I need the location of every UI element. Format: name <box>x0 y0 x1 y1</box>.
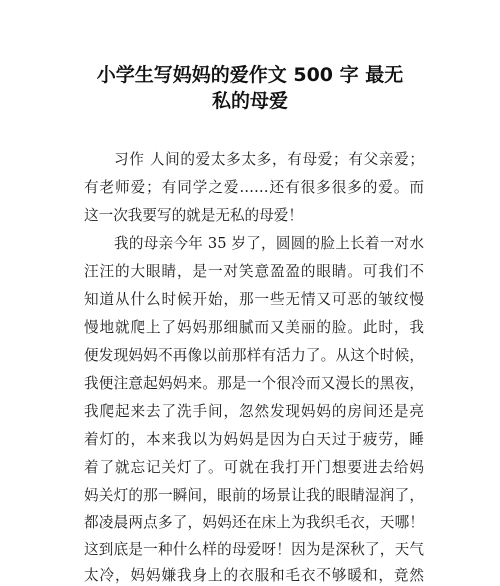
document-title-line-1: 小学生写妈妈的爱作文 500 字 最无 <box>96 64 404 86</box>
paragraph-1-line-2: 有老师爱；有同学之爱……还有很多很多的爱。而 <box>84 179 424 196</box>
paragraph-1-line-1: 习作 人间的爱太多太多，有母爱；有父亲爱； <box>114 151 424 168</box>
paragraph-2-line-11: 都凌晨两点多了，妈妈还在床上为我织毛衣，天哪！ <box>84 514 424 531</box>
paragraph-2-line-6: 我便注意起妈妈来。那是一个很冷而又漫长的黑夜， <box>84 375 424 392</box>
document-title-line-2: 私的母爱 <box>211 90 288 112</box>
paragraph-2-line-9: 着了就忘记关灯了。可就在我打开门想要进去给妈 <box>84 459 424 476</box>
paragraph-2-line-10: 妈关灯的那一瞬间，眼前的场景让我的眼睛湿润了， <box>84 487 424 504</box>
paragraph-2-line-12: 这到底是一种什么样的母爱呀！因为是深秋了，天气 <box>84 541 424 558</box>
paragraph-2-line-7: 我爬起来去了洗手间，忽然发现妈妈的房间还是亮 <box>84 403 424 420</box>
paragraph-2-line-13: 太冷，妈妈嫌我身上的衣服和毛衣不够暖和，竟然 <box>84 567 424 584</box>
paragraph-2-line-3: 知道从什么时候开始，那一些无情又可恶的皱纹慢 <box>84 291 424 308</box>
paragraph-2-line-5: 便发现妈妈不再像以前那样有活力了。从这个时候， <box>84 347 424 364</box>
paragraph-2-line-8: 着灯的，本来我以为妈妈是因为白天过于疲劳，睡 <box>84 431 424 448</box>
paragraph-2-line-4: 慢地就爬上了妈妈那细腻而又美丽的脸。此时，我 <box>84 319 424 336</box>
paragraph-2-line-2: 汪汪的大眼睛，是一对笑意盈盈的眼睛。可我们不 <box>84 263 424 280</box>
paragraph-1-line-3: 这一次我要写的就是无私的母爱！ <box>84 207 303 224</box>
paragraph-2-line-1: 我的母亲今年 35 岁了，圆圆的脸上长着一对水 <box>114 235 424 252</box>
